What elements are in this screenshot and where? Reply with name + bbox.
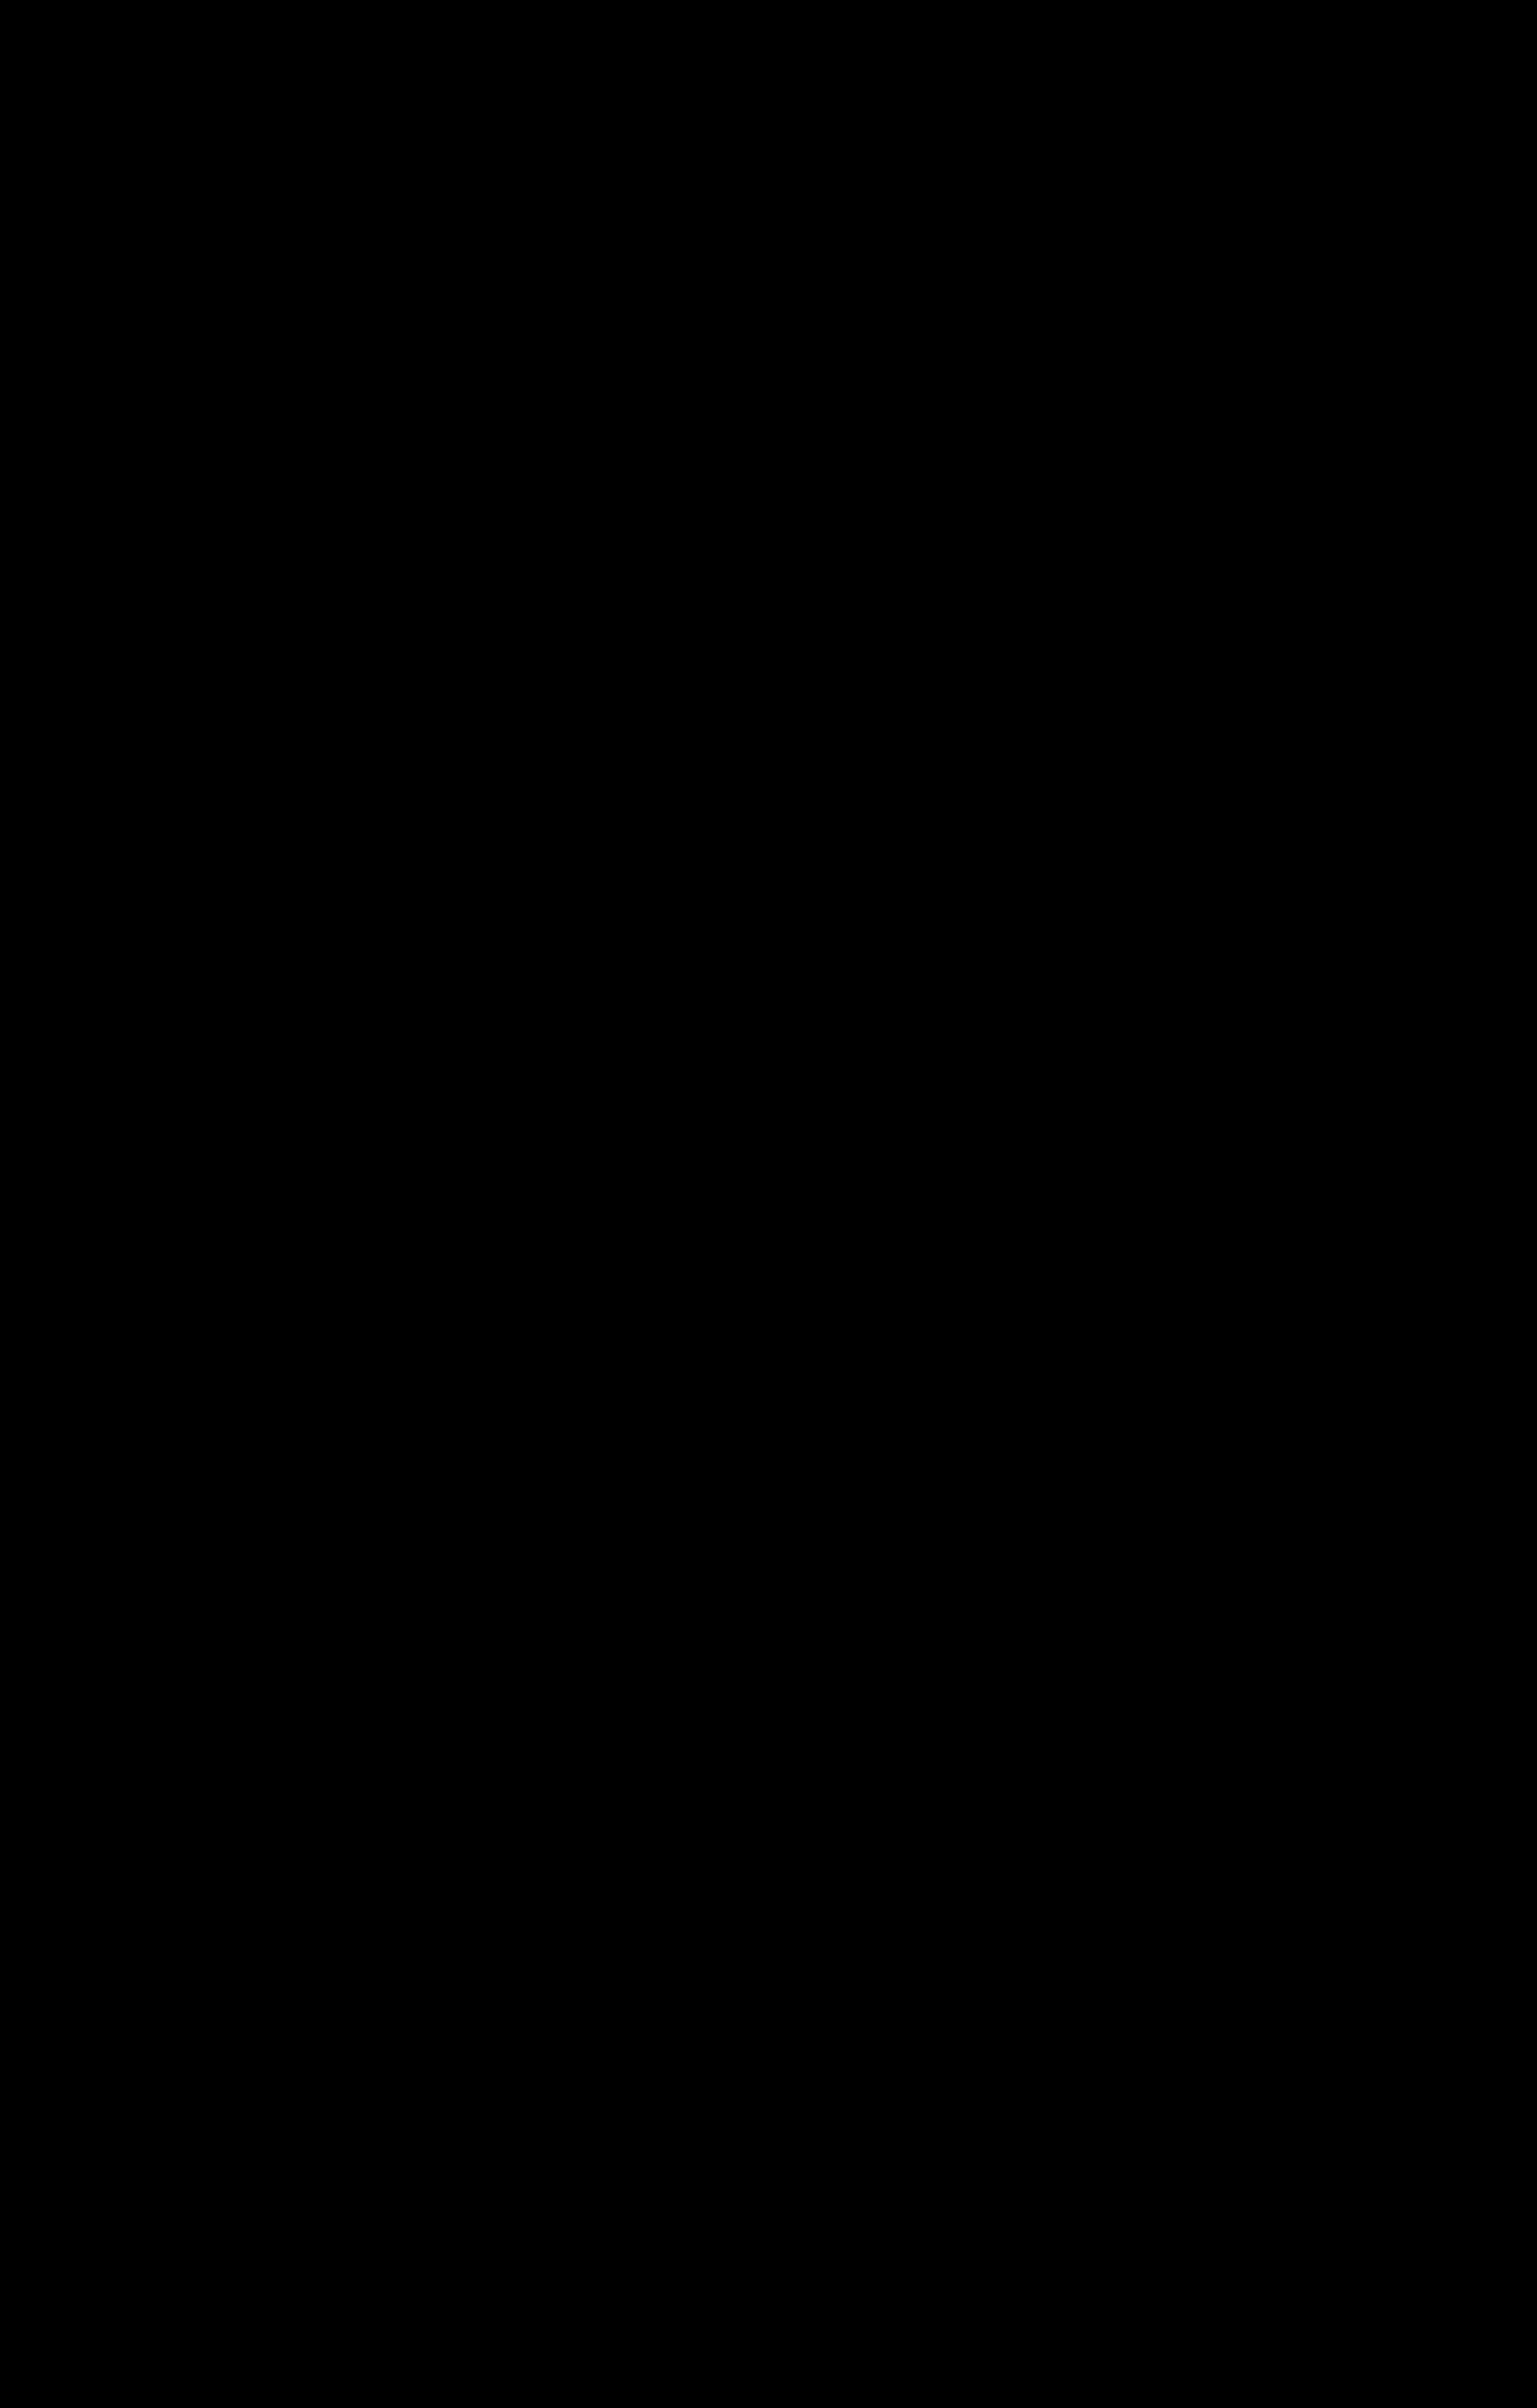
paragraph-line — [84, 1852, 1451, 1914]
superscript: o — [590, 1863, 600, 1884]
paragraph-3 — [84, 1666, 1451, 2221]
paragraph-line: μελέτης, σε οργανισμούς που δεν έχουν χρησιμοποιηθεί ως πρότυπα μελέτης και — [84, 892, 1451, 925]
paragraph-line: σπέρματος, τα επίπεδα της τεστοστερόνης και παραγωγής ωαρίων και γάλακτος. — [84, 1377, 1451, 1409]
paragraph-line: γονιδίων με την μεθοδο της Αλυσιδωτής Αντίδρασης Πολυμεράσης. (PCR). Στη — [84, 2051, 1451, 2083]
paragraph-line: αρκετές πληροφορίες και αποτελούν ίσως τα μοναδικά γονίδια που μπορούν να — [84, 1500, 1451, 1533]
paragraph-line: Ένα από τα σημαντικότερα ερωτήματα της εξελικτικής βιολογίας παραμένει — [84, 338, 1451, 370]
paragraph-line: (Finchet al., 1995, Schantz et al., 1996) Έτσι τα γονίδια του MHC προσφέρουν — [84, 1439, 1451, 1471]
paragraph-line: πολλούς οργανισμούς. Το πρόβλημα αυτό οφείλεται, πρώτον στον δύσκολο — [84, 769, 1451, 802]
paragraph-line: συνέχεια για την εύρεση του πολυμορφισμού εφαρμόστηκε η μέθοδος SSCP, η οποία — [84, 2112, 1451, 2145]
paragraph-line: διαδικασίες όπως η βιωσιμότητα, η επιλογή του συντρόφου, η δυναμική του — [84, 1315, 1451, 1347]
paragraph-line: προσδιορισμό και εντοπισμό των γονιδίων που είναι κατάλληλα για τέτοιου είδους — [84, 831, 1451, 863]
paragraph-line: επέτρεψε τον προσδιορισμό των ομόζυγων και ετερόζυγων ατόμων σε κάθε είδος. — [84, 2174, 1047, 2206]
paragraph-line: Τα γονίδια του Μείζονος Σύμπλεγματος Ιστοσυμβατότητας (MHC) αποτελούν — [84, 1069, 1451, 1101]
paragraph-line: επιλογή. Οι μηχανισμοί αυτοί δεν είναι εύκολο να μελετηθούν σε επίπεδο DNA σε — [84, 707, 1451, 740]
line-segment: Μελετήθηκαν 58 άτομα για το 2 — [84, 1866, 591, 1898]
page-number: 50 — [1247, 2257, 1276, 2289]
line-segment: εξώνιο του γονιδίου DQA2 και 82 άτομα για το 2 — [599, 1866, 1442, 1898]
paragraph-line: χρησιμοποιηθούν για μελέτες προσαρμογής στο περιβάλλον των φυσικών πληθυσμών — [84, 1562, 1451, 1594]
paragraph-line: διαφόρων ειδών. — [84, 1623, 281, 1656]
paragraph-line: αυτών. — [84, 1015, 165, 1048]
paragraph-line: δεύτερον στην έλλειψη πληροφοριών που υπάρχουν για την λειτουργία των γονιδίων — [84, 954, 1451, 986]
paragraph-line: άτομα απομόνωση του πυρηνικού DNA και στη συνέχεια ενίσχυση των παραπάνω — [84, 1989, 1451, 2022]
paragraph-line: εξώνιο του γονιδίου DQA1. Για το σκοπό αυτό έγινε σε πρώτο στάδιο σε όλα τα — [84, 1928, 1451, 1960]
paragraph-line: εκτός από την επίδραση που ασκούν στη φυσική κατάσταση ενός οργανισμού, εκτός — [84, 1192, 1451, 1224]
section-title: κοπός του πειράματος — [144, 223, 471, 262]
superscript: o — [1442, 1863, 1451, 1884]
paragraph-line: DQA1 και DQA2 σε φυσικούς πληθυσμούς προβάτων του είδους Ovis aries από — [84, 1742, 1451, 1775]
paragraph-line: σταθεροποιούσα, η κατευθύνουσα, η διαφοροποιούσα ή ακόμα η συχνω-εξαρτώμενη — [84, 646, 1451, 678]
paragraph-1 — [84, 323, 1451, 1063]
paragraph-line: ιδανικά πρότυπα μελέτης για την επίδραση της φυσικής επιλογής. Τα γονίδια αυτά — [84, 1130, 1451, 1163]
paragraph-2 — [84, 1054, 1451, 1671]
paragraph-line: προσαρμόζονται σε αλλαγές του περιβάλλοντος μέσω της γενετικής παρέκκλισης, της — [84, 461, 1451, 493]
paragraph-line: από το λειτουργικό τους ρόλο στην ανοσιακή απάντηση, σχετίζονται και με — [84, 1253, 1451, 1286]
paragraph-line: γονιδιακής ροής και των μεταλλάξεων. Μέχρι σήμερα έχουν βρεθεί αρκετά γονίδια — [84, 522, 1451, 555]
paragraph-line: διασάφηση των μηχανισμών φυσικής επιλογής που καθιστούν τα είδη ικανά να — [84, 399, 1451, 432]
paragraph-line: διάφορες περιοχές του ελλαδικού χώρου με τη χρήση μοριακών τεχνικών. — [84, 1804, 1451, 1836]
paragraph-line: τα οποία μαρτυρούν την δράση της φυσικής επιλογής είτε αυτή είναι η — [84, 584, 1451, 616]
paragraph-line: Ο σκοπός της παρούσας εργασίας είναι η μελέτη του πολυμορφισμού των γονιδίων — [84, 1681, 1451, 1713]
